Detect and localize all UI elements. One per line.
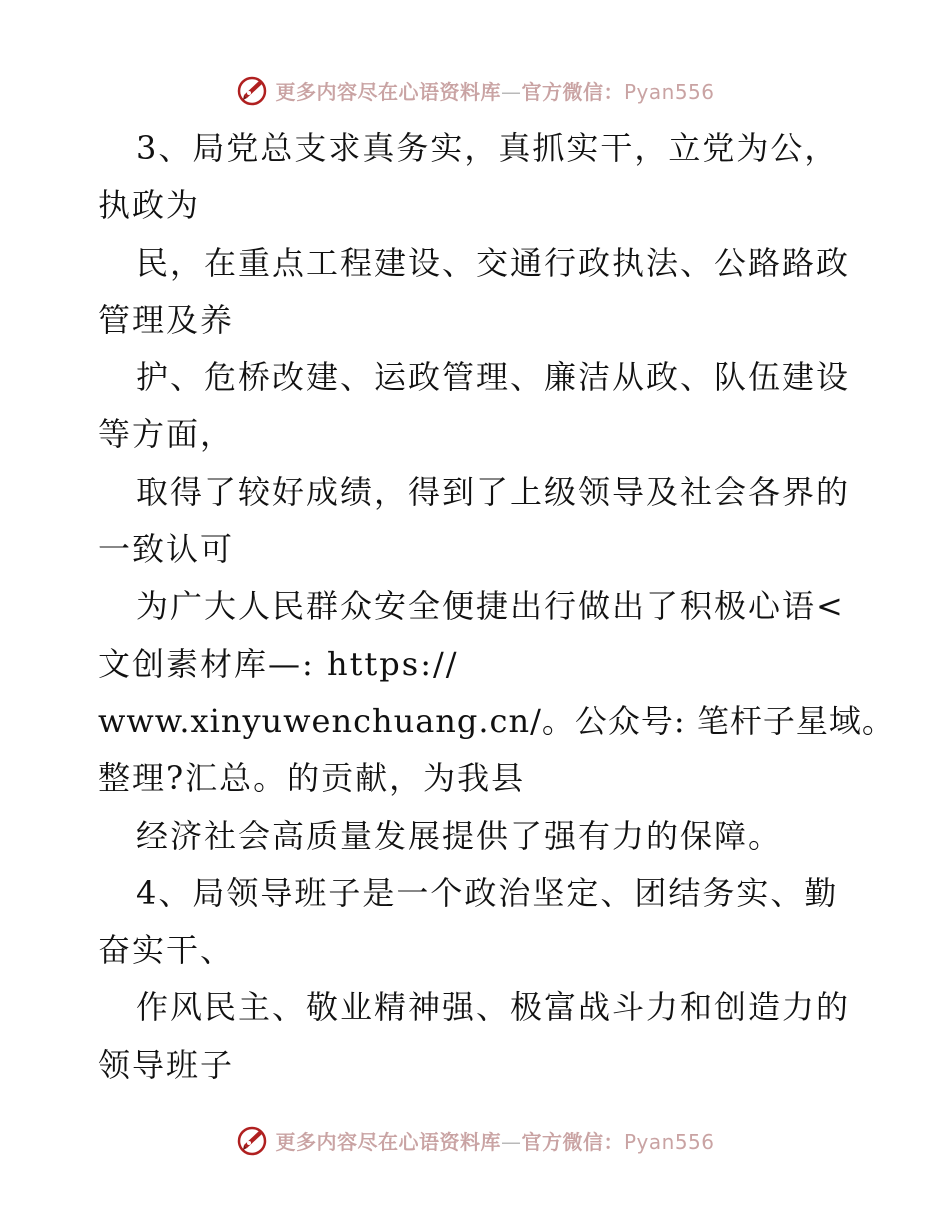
- header-banner-title: 更多内容尽在心语资料库: [275, 79, 501, 104]
- body-line: 4、局领导班子是一个政治坚定、团结务实、勤: [136, 873, 839, 912]
- header-banner: [0, 70, 950, 110]
- header-banner-contact-id: Pyan556: [623, 79, 715, 104]
- footer-banner-separator: —: [500, 1129, 522, 1154]
- body-line: 文创素材库—: https://: [98, 644, 459, 683]
- pen-logo-icon: [235, 73, 269, 107]
- header-banner-separator: —: [500, 79, 522, 104]
- body-line: 3、局党总支求真务实，真抓实干，立党为公，: [136, 129, 839, 167]
- header-banner-text: [275, 76, 714, 105]
- footer-banner: [0, 1120, 950, 1160]
- body-line: 管理及养: [98, 300, 235, 339]
- header-banner-contact-label: 官方微信：: [521, 79, 624, 104]
- body-line: www.xinyuwenchuang.cn/。公众号: 笔杆子星域。: [98, 701, 895, 740]
- footer-banner-title: 更多内容尽在心语资料库: [275, 1129, 501, 1154]
- body-line: 护、危桥改建、运政管理、廉洁从政、队伍建设: [136, 358, 851, 397]
- pen-logo-icon: [235, 1123, 269, 1157]
- body-line: 一致认可: [98, 530, 235, 569]
- body-line: 为广大人民群众安全便捷出行做出了积极心语<: [136, 587, 845, 626]
- body-line: 奋实干、: [98, 931, 235, 970]
- body-line: 民，在重点工程建设、交通行政执法、公路路政: [136, 243, 851, 282]
- footer-banner-contact-label: 官方微信：: [521, 1129, 624, 1154]
- body-line: 经济社会高质量发展提供了强有力的保障。: [136, 816, 783, 855]
- body-line: 整理?汇总。的贡献，为我县: [98, 759, 526, 798]
- body-line: 领导班子: [98, 1045, 235, 1084]
- body-line: 作风民主、敬业精神强、极富战斗力和创造力的: [136, 988, 851, 1027]
- body-line: 等方面，: [98, 415, 235, 454]
- footer-banner-text: [275, 1126, 714, 1155]
- document-body: [98, 120, 895, 1094]
- body-line: 执政为: [98, 186, 201, 225]
- footer-banner-contact-id: Pyan556: [623, 1129, 715, 1154]
- body-line: 取得了较好成绩，得到了上级领导及社会各界的: [136, 472, 851, 511]
